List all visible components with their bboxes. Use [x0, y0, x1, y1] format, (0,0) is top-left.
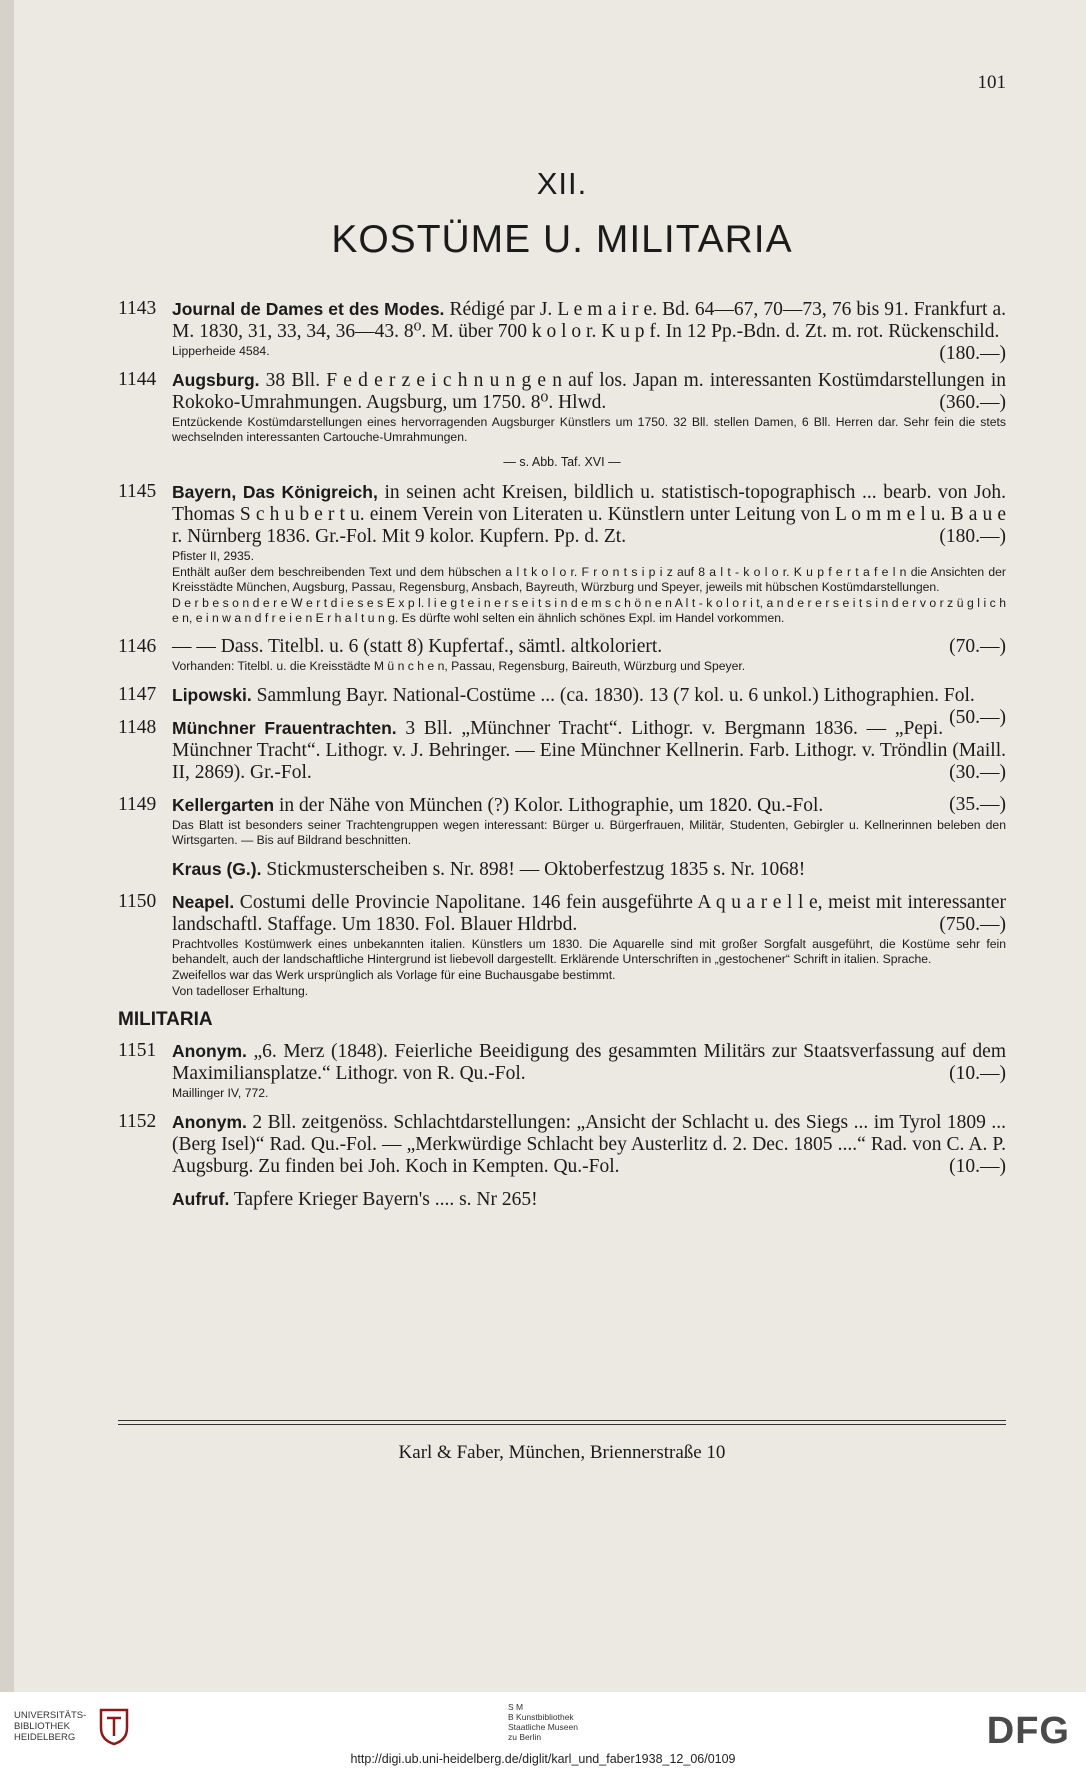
entry-note: Entzückende Kostümdarstellungen eines hervorragenden Augsburger Künstlers um 1750. 32 Bll. stellen Damen, 6 Bll. Herren dar. Sehr fein die stets wechselnden interessanten Cartouche-Umrahmungen.	[172, 415, 1006, 444]
entry-note: Von tadelloser Erhaltung.	[172, 984, 309, 998]
entry-number: 1144	[118, 369, 157, 390]
entry-number: 1143	[118, 298, 157, 319]
entry-heading: Aufruf.	[172, 1189, 230, 1209]
entry-price: (10.—)	[949, 1156, 1006, 1177]
entry-note: Enthält außer dem beschreibenden Text und dem hübschen a l t k o l o r. F r o n t s i p i z auf 8 a l t - k o l o r. K u p f e r t a f e l n die Ansichten der Kreisstädte München, Augsburg, Passau, Regensburg, Ansbach, Bayreuth, Würzburg und Speyer, jeweils mit hübschen Kostümdarstellungen.	[172, 565, 1006, 594]
entry-heading: Lipowski.	[172, 685, 252, 705]
catalog-entry	[118, 481, 1006, 626]
catalog-entry	[118, 858, 1006, 881]
smb-line: S M	[508, 1702, 524, 1712]
publisher-footer: Karl & Faber, München, Briennerstraße 10	[398, 1442, 726, 1463]
page-title: KOSTÜME U. MILITARIA	[331, 218, 793, 261]
catalog-entry	[118, 794, 1006, 848]
entry-price: (180.—)	[939, 526, 1006, 547]
entry-heading: Neapel.	[172, 892, 235, 912]
entry-number: 1148	[118, 717, 157, 738]
plate-reference: — s. Abb. Taf. XVI —	[503, 455, 621, 469]
smb-line: Staatliche Museen	[508, 1722, 578, 1732]
uni-line: UNIVERSITÄTS-	[14, 1710, 87, 1721]
entry-note: D e r b e s o n d e r e W e r t d i e s e s E x p l. l i e g t e i n e r s e i t s i n d e m s c h ö n e n A l t - k o l o r i t, a n d e r e r s e i t s i n d e r v o r z ü g l i c h e n, e i n w a n d f r e i e n E r h a l t u n g. Es dürfte wohl selten ein ähnlich schönes Expl. im Handel vorkommen.	[172, 596, 1006, 625]
entry-note: Vorhanden: Titelbl. u. die Kreisstädte M ü n c h e n, Passau, Regensburg, Baireuth, Würzburg und Speyer.	[172, 659, 746, 673]
entry-note: Maillinger IV, 772.	[172, 1086, 269, 1100]
entry-heading: Anonym.	[172, 1112, 247, 1132]
entry-heading: Augsburg.	[172, 370, 260, 390]
catalog-entry	[118, 1111, 1006, 1178]
entry-number: 1152	[118, 1111, 157, 1132]
entry-note: Das Blatt ist besonders seiner Trachtengruppen wegen interessant: Bürger u. Bürgerfrauen, Militär, Studenten, Gebirgler u. Kellnerinnen beleben den Wirtsgarten. — Bis auf Bildrand beschnitten.	[172, 818, 1006, 847]
entry-number: 1146	[118, 636, 157, 657]
page-number: 101	[977, 72, 1006, 93]
entry-price: (10.—)	[949, 1063, 1006, 1084]
uni-line: BIBLIOTHEK	[14, 1721, 70, 1732]
catalog-entry	[118, 891, 1006, 999]
entry-heading: Kellergarten	[172, 795, 275, 815]
entry-price: (70.—)	[949, 636, 1006, 657]
entry-description: Anonym. „6. Merz (1848). Feierliche Beeidigung des gesammten Militärs zur Staatsverfassung auf dem Maximiliansplatze.“ Lithogr. von R. Qu.-Fol. (10.—)	[172, 1041, 1006, 1084]
catalog-entry	[118, 369, 1006, 445]
museum-label	[508, 1702, 578, 1742]
smb-line: B Kunstbibliothek	[508, 1712, 574, 1722]
entry-note: Zweifellos war das Werk ursprünglich als Vorlage für eine Buchausgabe bestimmt.	[172, 968, 616, 982]
university-library-label	[14, 1710, 86, 1743]
catalog-entry	[118, 1040, 1006, 1101]
footer-rule	[118, 1424, 1006, 1425]
catalog-entry	[118, 636, 1006, 674]
entry-note: Pfister II, 2935.	[172, 549, 254, 563]
entry-number: 1145	[118, 481, 157, 502]
entry-heading: Bayern, Das Königreich,	[172, 482, 378, 502]
dfg-logo: DFG	[986, 1710, 1070, 1752]
section-heading: MILITARIA	[118, 1009, 213, 1030]
footer-rule	[118, 1420, 1006, 1421]
smb-line: zu Berlin	[508, 1732, 542, 1742]
catalog-entry	[118, 1188, 1006, 1211]
chapter-number: XII.	[536, 166, 588, 201]
entry-heading: Anonym.	[172, 1041, 247, 1061]
entry-list	[118, 298, 1006, 1221]
entry-description: Anonym. 2 Bll. zeitgenöss. Schlachtdarstellungen: „Ansicht der Schlacht u. des Siegs ... im Tyrol 1809 ... (Berg Isel)“ Rad. Qu.-Fol. — „Merkwürdige Schlacht bey Austerlitz d. 2. Dec. 1805 ....“ Rad. von C. A. P. Augsburg. Zu finden bei Joh. Koch in Kempten. Qu.-Fol. (10.—)	[172, 1112, 1006, 1177]
entry-description: Aufruf. Tapfere Krieger Bayern's .... s. Nr 265!	[172, 1189, 538, 1210]
entry-number: 1151	[118, 1040, 157, 1061]
entry-description: Augsburg. 38 Bll. F e d e r z e i c h n u n g e n auf los. Japan m. interessanten Kostümdarstellungen in Rokoko-Umrahmungen. Augsburg, um 1750. 8⁰. Hlwd. (360.—)	[172, 370, 1006, 413]
entry-description: Kellergarten in der Nähe von München (?) Kolor. Lithographie, um 1820. Qu.-Fol. (35.—)	[172, 794, 1006, 816]
entry-heading: Journal de Dames et des Modes.	[172, 299, 445, 319]
entry-heading: Kraus (G.).	[172, 859, 262, 879]
entry-description: Lipowski. Sammlung Bayr. National-Costüme ... (ca. 1830). 13 (7 kol. u. 6 unkol.) Lithographien. Fol. (50.—)	[172, 685, 1006, 728]
entry-description: Bayern, Das Königreich, in seinen acht Kreisen, bildlich u. statistisch-topographisch ... bearb. von Joh. Thomas S c h u b e r t u. einem Verein von Literaten u. Künstlern unter Leitung von L o m m e l u. B a u e r. Nürnberg 1836. Gr.-Fol. Mit 9 kolor. Kupfern. Pp. d. Zt. (180.—)	[172, 482, 1006, 547]
entry-number: 1149	[118, 794, 157, 815]
entry-price: (360.—)	[939, 392, 1006, 413]
viewer-footer-bar	[0, 1692, 1086, 1768]
entry-heading: Münchner Frauentrachten.	[172, 718, 397, 738]
entry-price: (30.—)	[949, 762, 1006, 783]
entry-description: — — Dass. Titelbl. u. 6 (statt 8) Kupfertaf., sämtl. altkoloriert. (70.—)	[172, 636, 1006, 657]
entry-price: (50.—)	[949, 707, 1006, 728]
entry-price: (750.—)	[939, 914, 1006, 935]
entry-note: Lipperheide 4584.	[172, 344, 270, 358]
entry-price: (180.—)	[939, 343, 1006, 364]
entry-number: 1150	[118, 891, 157, 912]
entry-description: Neapel. Costumi delle Provincie Napolitane. 146 fein ausgeführte A q u a r e l l e, meist mit interessanter landschaftl. Staffage. Um 1830. Fol. Blauer Hldrbd. (750.—)	[172, 892, 1006, 935]
entry-note: Prachtvolles Kostümwerk eines unbekannten italien. Künstlers um 1830. Die Aquarelle sind mit großer Sorgfalt ausgeführt, die Kostüme sehr fein behandelt, auch der landschaftliche Hintergrund ist liebevoll dargestellt. Erklärende Unterschriften in „gestochener“ Schrift in italien. Sprache.	[172, 937, 1006, 966]
entry-description: Kraus (G.). Stickmusterscheiben s. Nr. 898! — Oktoberfestzug 1835 s. Nr. 1068!	[172, 859, 806, 880]
entry-price: (35.—)	[949, 794, 1006, 815]
page-edge	[0, 0, 14, 1692]
entry-description: Journal de Dames et des Modes. Rédigé par J. L e m a i r e. Bd. 64—67, 70—73, 76 bis 91. Frankfurt a. M. 1830, 31, 33, 34, 36—43. 8⁰. M. über 700 k o l o r. K u p f. In 12 Pp.-Bdn. d. Zt. m. rot. Rückenschild. (180.—)	[172, 299, 1006, 364]
catalog-entry	[118, 717, 1006, 784]
university-logo-icon	[97, 1706, 131, 1746]
entry-description: Münchner Frauentrachten. 3 Bll. „Münchner Tracht“. Lithogr. v. Bergmann 1836. — „Pepi. Münchner Tracht“. Lithogr. v. J. Behringer. — Eine Münchner Kellnerin. Farb. Lithogr. v. Tröndlin (Maill. II, 2869). Gr.-Fol. (30.—)	[172, 718, 1006, 783]
uni-line: HEIDELBERG	[14, 1732, 76, 1743]
catalog-entry	[118, 298, 1006, 364]
source-url[interactable]: http://digi.ub.uni-heidelberg.de/diglit/karl_und_faber1938_12_06/0109	[350, 1752, 736, 1766]
entry-number: 1147	[118, 684, 157, 705]
